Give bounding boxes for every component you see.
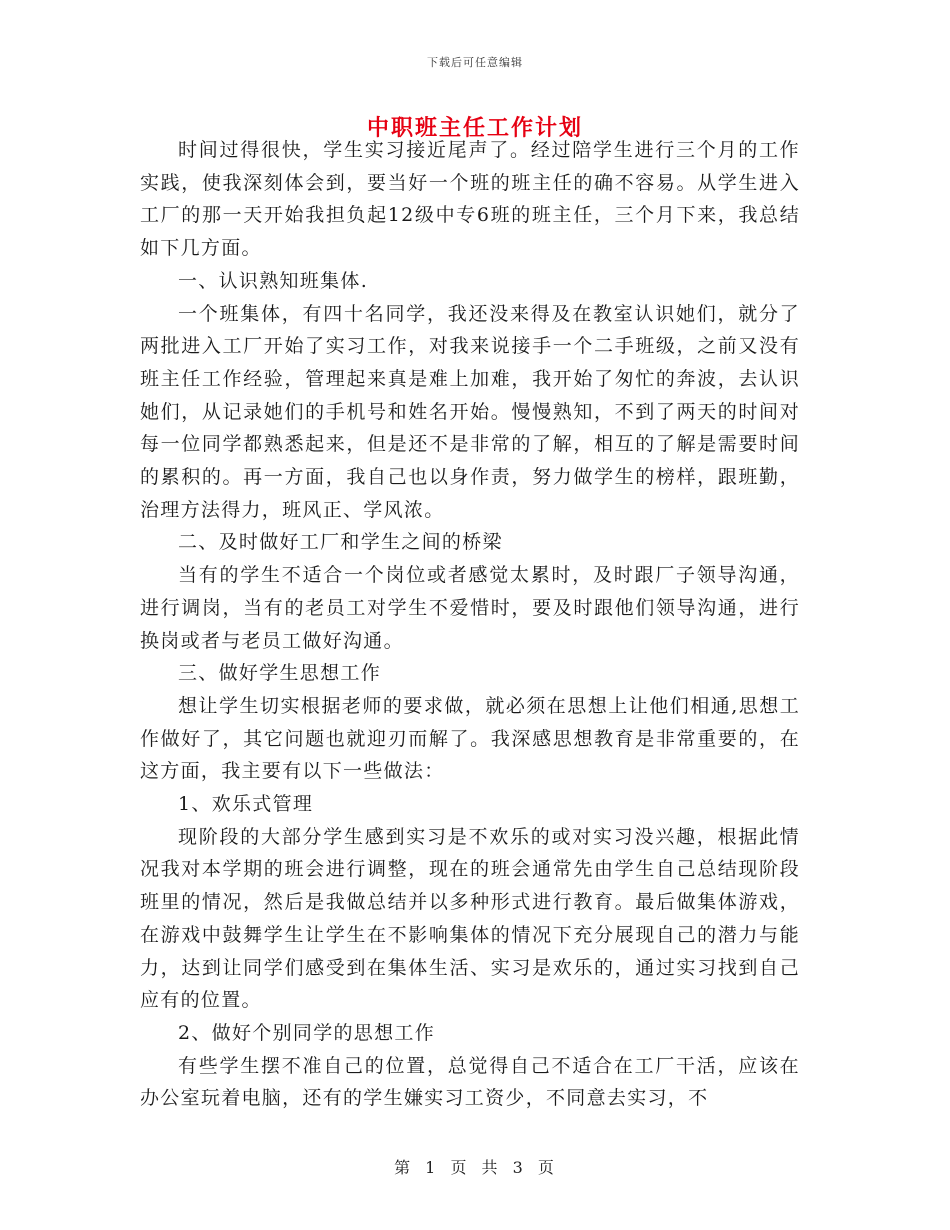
paragraph-sub-2: 有些学生摆不准自己的位置，总觉得自己不适合在工厂干活，应该在办公室玩着电脑，还有的学生嫌实习工资少，不同意去实习，不 xyxy=(140,1054,800,1110)
page-header-note: 下载后可任意编辑 xyxy=(427,56,523,69)
page-footer: 第 1 页 共 3 页 xyxy=(394,1158,556,1177)
document-title: 中职班主任工作计划 xyxy=(366,115,583,141)
section-heading-3: 三、做好学生思想工作 xyxy=(178,662,382,685)
document-body xyxy=(140,134,800,1115)
paragraph-section-2: 当有的学生不适合一个岗位或者感觉太累时，及时跟厂子领导沟通，进行调岗，当有的老员工对学生不爱惜时，要及时跟他们领导沟通，进行换岗或者与老员工做好沟通。 xyxy=(140,564,800,652)
paragraph-sub-1: 现阶段的大部分学生感到实习是不欢乐的或对实习没兴趣，根据此情况我对本学期的班会进行调整，现在的班会通常先由学生自己总结现阶段班里的情况，然后是我做总结并以多种形式进行教育。最后做集体游戏，在游戏中鼓舞学生让学生在不影响集体的情况下充分展现自己的潜力与能力，达到让同学们感受到在集体生活、实习是欢乐的，通过实习找到自己应有的位置。 xyxy=(140,825,800,1012)
paragraph-section-1: 一个班集体，有四十名同学，我还没来得及在教室认识她们，就分了两批进入工厂开始了实习工作，对我来说接手一个二手班级，之前又没有班主任工作经验，管理起来真是难上加难，我开始了匆忙的奔波，去认识她们，从记录她们的手机号和姓名开始。慢慢熟知，不到了两天的时间对每一位同学都熟悉起来，但是还不是非常的了解，相互的了解是需要时间的累积的。再一方面，我自己也以身作责，努力做学生的榜样，跟班勤，治理方法得力，班风正、学风浓。 xyxy=(140,302,800,521)
subheading-1: 1、欢乐式管理 xyxy=(178,793,314,816)
subheading-2: 2、做好个别同学的思想工作 xyxy=(178,1021,435,1044)
paragraph-section-3: 想让学生切实根据老师的要求做，就必须在思想上让他们相通,思想工作做好了，其它问题也就迎刃而解了。我深感思想教育是非常重要的，在这方面，我主要有以下一些做法： xyxy=(140,694,800,783)
section-heading-1: 一、认识熟知班集体. xyxy=(178,269,369,292)
paragraph-intro: 时间过得很快，学生实习接近尾声了。经过陪学生进行三个月的工作实践，使我深刻体会到，要当好一个班的班主任的确不容易。从学生进入工厂的那一天开始我担负起12级中专6班的班主任，三个月下来，我总结如下几方面。 xyxy=(140,139,800,260)
section-heading-2: 二、及时做好工厂和学生之间的桥梁 xyxy=(178,531,503,554)
